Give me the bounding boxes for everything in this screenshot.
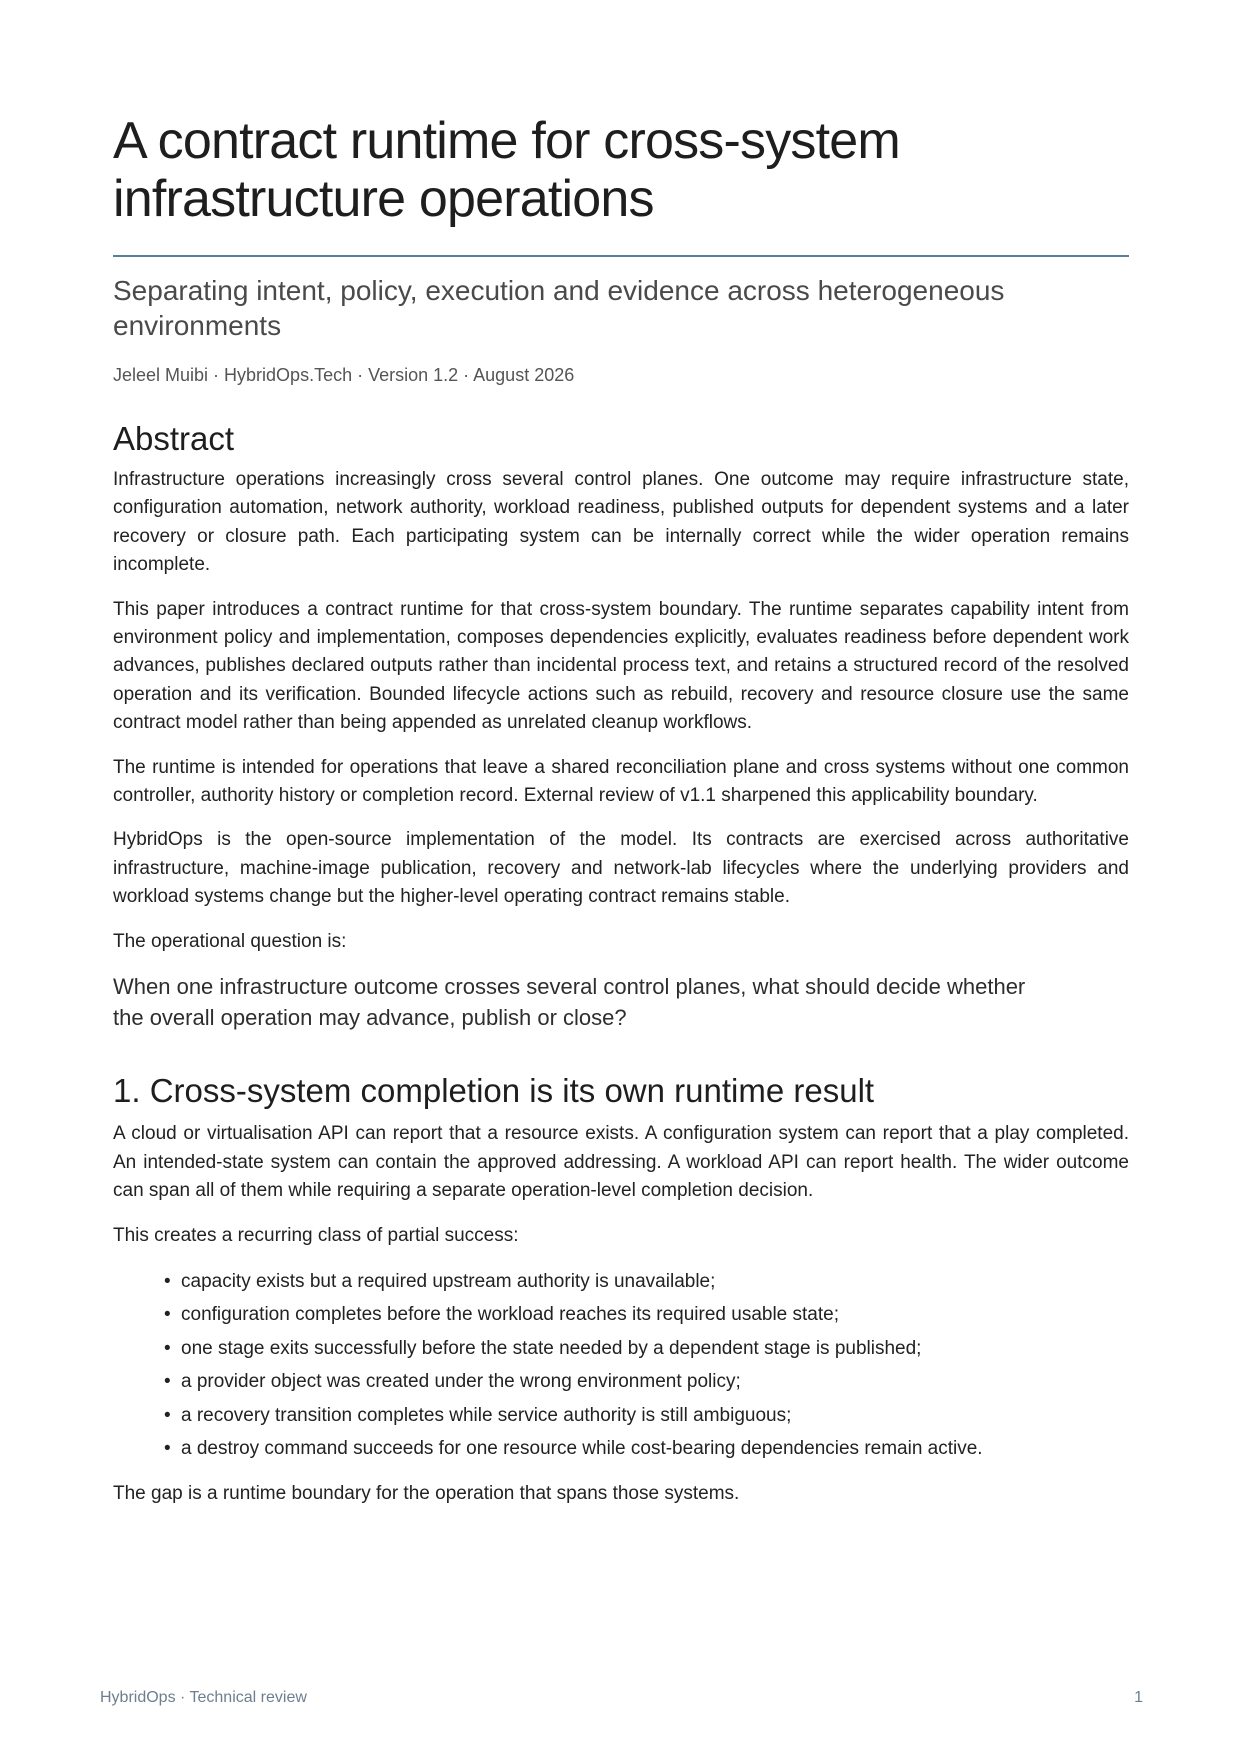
footer-label: HybridOps · Technical review <box>100 1689 307 1706</box>
paper-title: A contract runtime for cross-system infrastructure operations <box>113 112 900 228</box>
abstract-heading: Abstract <box>113 420 235 457</box>
partial-success-list <box>113 1265 1129 1466</box>
author-byline: Jeleel Muibi · HybridOps.Tech · Version 1.2 · August 2026 <box>113 365 575 385</box>
bullet-icon: • <box>164 1371 171 1393</box>
section-1-heading: 1. Cross-system completion is its own runtime result <box>113 1072 875 1110</box>
list-item-text: capacity exists but a required upstream authority is unavailable; <box>181 1270 716 1292</box>
bullet-icon: • <box>164 1404 171 1426</box>
list-item <box>164 1399 1129 1433</box>
list-item-text: a recovery transition completes while service authority is still ambiguous; <box>181 1404 792 1426</box>
list-item <box>164 1298 1129 1332</box>
section-1-body <box>113 1120 1129 1251</box>
abstract-paragraph: Infrastructure operations increasingly cross several control planes. One outcome may require infrastructure state, configuration automation, network authority, workload readiness, published outputs for dependent systems and a later recovery or closure path. Each participating system can be internally correct while the wider operation remains incomplete. <box>113 469 1129 576</box>
section-closing-paragraph: The gap is a runtime boundary for the operation that spans those systems. <box>113 1482 740 1504</box>
list-item-text: configuration completes before the workload reaches its required usable state; <box>181 1304 839 1326</box>
section-paragraph: A cloud or virtualisation API can report that a resource exists. A configuration system can report that a play completed. An intended-state system can contain the approved addressing. A workload API can report health. The wider outcome can span all of them while requiring a separate operation-level completion decision. <box>113 1123 1129 1201</box>
abstract-paragraph: The operational question is: <box>113 930 347 952</box>
abstract-paragraph: This paper introduces a contract runtime for that cross-system boundary. The runtime separates capability intent from environment policy and implementation, composes dependencies explicitly, evaluates readiness before dependent work advances, publishes declared outputs rather than incidental process text, and retains a structured record of the resolved operation and its verification. Bounded lifecycle actions such as rebuild, recovery and resource closure use the same contract model rather than being appended as unrelated cleanup workflows. <box>113 598 1129 734</box>
paper-subtitle: Separating intent, policy, execution and evidence across heterogeneous environments <box>113 275 1005 341</box>
abstract-body <box>113 466 1129 956</box>
bullet-icon: • <box>164 1270 171 1292</box>
list-item <box>164 1432 1129 1466</box>
abstract-paragraph: The runtime is intended for operations that leave a shared reconciliation plane and cross systems without one common controller, authority history or completion record. External review of v1.1 sharpened this applicability boundary. <box>113 756 1129 807</box>
list-item-text: a destroy command succeeds for one resource while cost-bearing dependencies remain active. <box>181 1438 983 1460</box>
title-divider <box>113 255 1129 257</box>
list-item-text: one stage exits successfully before the state needed by a dependent stage is published; <box>181 1337 922 1359</box>
list-item <box>164 1365 1129 1399</box>
bullet-icon: • <box>164 1337 171 1359</box>
paper-page <box>113 112 1129 1508</box>
list-item <box>164 1332 1129 1366</box>
list-item <box>164 1265 1129 1299</box>
abstract-paragraph: HybridOps is the open-source implementation of the model. Its contracts are exercised across authoritative infrastructure, machine-image publication, recovery and network-lab lifecycles where the underlying providers and workload systems change but the higher-level operating contract remains stable. <box>113 829 1129 908</box>
page-number: 1 <box>1134 1689 1143 1706</box>
section-paragraph: This creates a recurring class of partial success: <box>113 1225 519 1247</box>
bullet-icon: • <box>164 1304 171 1326</box>
bullet-icon: • <box>164 1438 171 1460</box>
operational-question: When one infrastructure outcome crosses several control planes, what should decide whether the overall operation may advance, publish or close? <box>113 974 1026 1031</box>
list-item-text: a provider object was created under the wrong environment policy; <box>181 1371 741 1393</box>
